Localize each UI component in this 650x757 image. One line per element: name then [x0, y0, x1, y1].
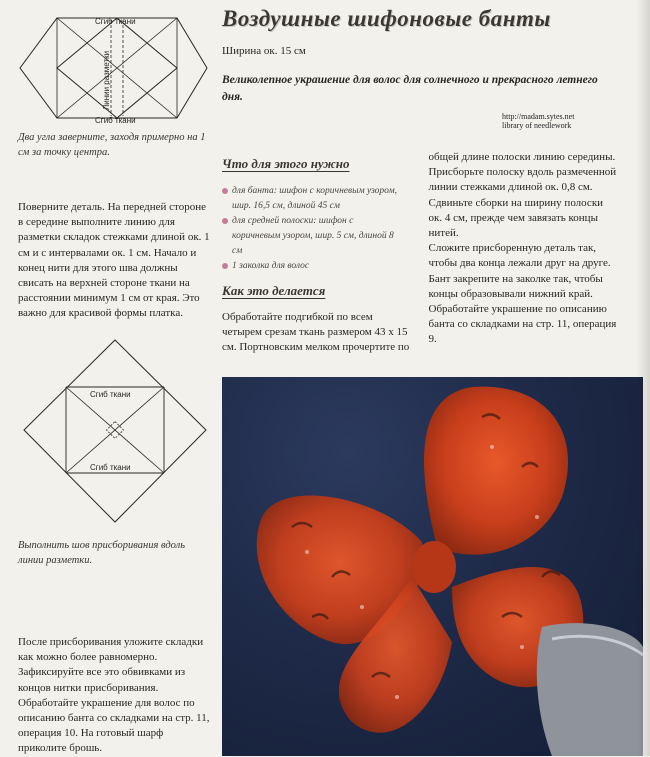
fold-diagram-top	[15, 10, 210, 125]
page-edge-shadow	[636, 0, 650, 756]
howto-heading: Как это делается	[222, 283, 326, 298]
fold-diagram-middle	[18, 335, 213, 530]
page-title: Воздушные шифоновые банты	[222, 6, 551, 31]
middle-fold-label-top: Сгиб ткани	[90, 390, 131, 399]
materials-item: для средней полоски: шифон с коричневым узором, шир. 5 см, длиной 8 см	[222, 214, 404, 259]
silver-ring	[537, 623, 643, 756]
right-column-paragraph-2: Сложите присборенную деталь так, чтобы два конца лежали друг на друге. Бант закрепите на заколке так, чтобы концы образовывали нижний край.	[428, 242, 611, 300]
fold-label-bottom: Сгиб ткани	[95, 116, 136, 125]
watermark-library: library of needlework	[502, 121, 572, 130]
watermark-url: http://madam.sytes.net	[502, 112, 575, 121]
column-spacer	[222, 150, 411, 310]
left-paragraph-2: После присборивания уложите складки как можно более равномерно. Зафиксируйте все это обвивками из концов нитки присборивания. Обработайте украшение для волос по описанию банта со складками на стр. 11, операция 10. На готовый шарф приколите брошь.	[18, 636, 210, 755]
caption-top: Два угла заверните, заходя примерно на 1 см за точку центра.	[18, 132, 206, 158]
bow-photo	[222, 377, 643, 756]
caption-middle: Выполнить шов присборивания вдоль линии разметки.	[18, 540, 186, 566]
howto-text: Обработайте подгибкой по всем четырем срезам ткань размером 43 х 15 см. Портновским мелком прочертите по общей длине полоски линию середины. Присборьте полоску вдоль размеченной линии стежками длиной ок. 0,8 см. Сдвиньте сборки на ширину полоски ок. 4 см, прежде чем завязать концы нитей.	[222, 151, 617, 354]
left-paragraph-1: Поверните деталь. На передней стороне в середине выполните линию для разметки складок стежками длиной ок. 1 см и с интервалами ок. 1 см. Начало и конец нити для этого шва должны свисать на верхней стороне ткани на расстоянии минимум 1 см от края. Это важно для красивой формы платка.	[18, 201, 210, 320]
lead-text: Великолепное украшение для волос для солнечного и прекрасного летнего дня.	[222, 74, 598, 103]
materials-item: для банта: шифон с коричневым узором, шир. 16,5 см, длиной 45 см	[222, 184, 404, 214]
middle-fold-label-bottom: Сгиб ткани	[90, 463, 131, 472]
bow-illustration	[222, 377, 643, 756]
materials-heading: Что для этого нужно	[222, 156, 350, 171]
materials-item: 1 заколка для волос	[222, 259, 404, 274]
fold-label-top: Сгиб ткани	[95, 17, 136, 26]
marking-lines-label: Линии разметки	[102, 50, 111, 110]
width-note: Ширина ок. 15 см	[222, 45, 306, 57]
watermark	[502, 112, 622, 130]
howto-text-columns	[222, 150, 617, 365]
right-column-paragraph-3: Обработайте украшение по описанию банта со складками на стр. 11, операция 9.	[428, 303, 617, 346]
